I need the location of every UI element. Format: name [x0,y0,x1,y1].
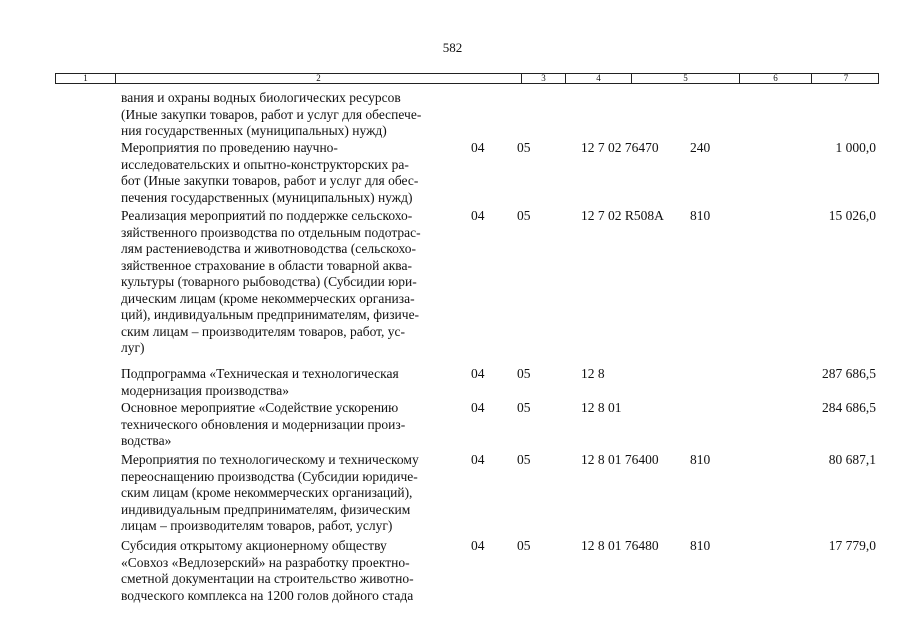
row-amount: 1 000,0 [835,140,876,155]
row-description: Субсидия открытому акционерному обществу «Совхоз «Ведлозерский» на разработку проектно- сметной документации на строительство животно- водческого комплекса на 1200 голов дойного стада [121,538,414,603]
row-amount: 80 687,1 [828,452,876,467]
row-section: 04 [471,452,485,467]
row-expense-type: 810 [690,452,711,467]
header-col-6: 6 [740,74,812,83]
row-amount: 17 779,0 [828,538,876,553]
row-target-code: 12 8 [581,366,605,381]
row-section: 04 [471,140,485,155]
row-subsection: 05 [517,452,531,467]
table-header [55,73,879,84]
row-target-code: 12 8 01 76480 [581,538,659,553]
row-subsection: 05 [517,140,531,155]
row-amount: 15 026,0 [828,208,876,223]
row-target-code: 12 7 02 76470 [581,140,659,155]
row-subsection: 05 [517,400,531,415]
row-target-code: 12 8 01 76400 [581,452,659,467]
row-section: 04 [471,366,485,381]
row-subsection: 05 [517,208,531,223]
row-description: вания и охраны водных биологических ресурсов (Иные закупки товаров, работ и услуг для обеспече- ния государственных (муниципальных) нужд) [121,90,422,138]
header-col-4: 4 [566,74,632,83]
row-description: Подпрограмма «Техническая и технологическая модернизация производства» [121,366,399,398]
row-expense-type: 810 [690,208,711,223]
header-col-7: 7 [843,73,849,83]
row-amount: 284 686,5 [822,400,876,415]
row-expense-type: 810 [690,538,711,553]
row-target-code: 12 8 01 [581,400,622,415]
row-section: 04 [471,400,485,415]
row-description: Мероприятия по проведению научно- исследовательских и опытно-конструкторских ра- бот (Иные закупки товаров, работ и услуг для обес- печения государственных (муниципальных) нужд) [121,140,419,205]
row-expense-type: 240 [690,140,711,155]
row-section: 04 [471,538,485,553]
header-col-1: 1 [56,74,116,83]
row-subsection: 05 [517,538,531,553]
header-col-5: 5 [632,74,740,83]
header-col-2: 2 [116,74,522,83]
header-col-3: 3 [522,74,566,83]
row-description: Основное мероприятие «Содействие ускорению технического обновления и модернизации произ- водства» [121,400,406,448]
row-section: 04 [471,208,485,223]
row-description: Мероприятия по технологическому и техническому переоснащению производства (Субсидии юридиче- ским лицам (кроме некоммерческих организаций), индивидуальным предпринимателям, физическим лицам – производителям товаров, работ, услуг) [121,452,419,533]
row-target-code: 12 7 02 R508A [581,208,664,223]
page-number: 582 [442,40,463,55]
row-amount: 287 686,5 [822,366,876,381]
row-subsection: 05 [517,366,531,381]
row-description: Реализация мероприятий по поддержке сельскохо- зяйственного производства по отдельным подотрас- лям растениеводства и животноводства (сельскохо- зяйственное страхование в области товарной аква- культуры (товарного рыбоводства) (Субсидии юри- дическим лицам (кроме некоммерческих организа- ций), индивидуальным предпринимателям, физиче- ским лицам – производителям товаров, работ, ус- луг) [121,208,421,355]
